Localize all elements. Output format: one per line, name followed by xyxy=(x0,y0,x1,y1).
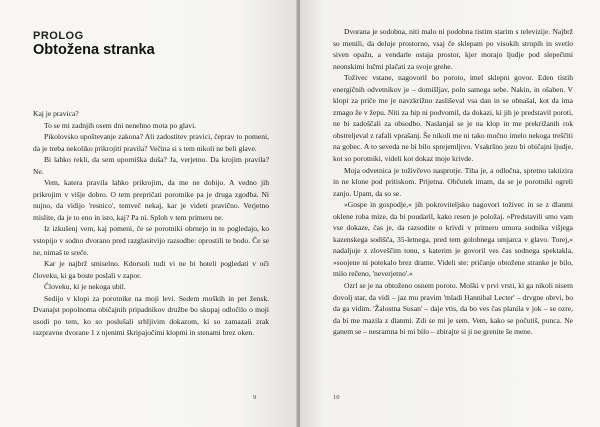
paragraph: Kaj je pravica? xyxy=(33,109,79,118)
paragraph: Sedijo v klopi za porotnike na moji levi. Sedem moških in pet žensk. Dvanajst popolnoma običajnih pripadnikov družbe bo skupaj odločilo o moji usodi po tem, ko so poslušali srhljivim dokazom, ki so zamazali zrak razpravne dvorane 1 z njenimi škripajočimi klopmi in stenami brez oken. xyxy=(33,293,269,338)
paragraph: Iz izkušenj vem, kaj pomeni, če se porotniki obrnejo in te pogledajo, ko vstopijo v sodno dvorano pred razglasitvijo razsodbe: oprostili te bodo. Če se ne, nimaš te sreče. xyxy=(33,224,269,257)
paragraph: Toživec vstane, nagovoril bo poroto, imel sklepni govor. Eden tistih energičnih odvetnikov je – domišljav, poln samega sebe. Nakin, in ošaben. V klopi za priče me je navzkrižno zasliševal vsa dan in se obnašal, kot da ima zmago že v žepu. Niti za hip ni podvomil, da dokazi, ki jih je predstavil poroti, ne bi zadoščali za obsodbo. Naslanjal se je na klop in me prekrižanih rok obstreljeval z rafali vprašanj. Še nikoli me ni tako močno imelo nekoga treščiti na gobec. A to seveda ne bi bilo sprejemljivo. Vsakršno jezo bi običajni ljudje, kot so porotniki, videli kot dokaz moje krivde. xyxy=(333,73,573,164)
paragraph: Kar je najbrž smiselno. Kdorsoli tudi vi ne bi hoteli pogledati v oči človeku, ki ga boste poslali v zapor. xyxy=(33,259,269,280)
page-number: 9 xyxy=(253,394,257,401)
right-body-text xyxy=(333,26,573,338)
paragraph: »Gospe in gospodje,« jih pokroviteljsko nagovori toživec in se z dlanmi oklene roba mize, da bi poudaril, kako resen je položaj. »Predstavili smo vam vse dokaze, čas je, da razsodite o krivdi v primeru umora sodnika višjega kazenskega sodišča, 35-letnega, pred tem golobnega umjarca v glavo. Torej,« nadaljuje z zloveščim tonu, s katerim je govoril ves čas sodnega spektakla, »soojene ni potekalo brez drame. Videli ste: pričanje obtožene stranke je bilo, milo rečeno, 'neverjetno'.« xyxy=(333,200,573,279)
paragraph: Bi lahko rekli, da sem uporniška duša? Ja, verjetno. Da krojim pravila? Ne. xyxy=(33,155,269,176)
left-page xyxy=(0,0,298,427)
paragraph: Človeku, ki je nekoga ubil. xyxy=(44,282,126,292)
paragraph: Dvorana je sodobna, niti malo ni podobna tistim starim s televizije. Najbrž so menili, da deluje prostorno, vsaj če sklepam po visokih stropih in svetlo siven opažu, a vendarle ostaja prostor, kjer morajo ljudje pod slepečimi neonskimi lučmi plačati za svoje grehe. xyxy=(333,27,573,71)
paragraph: Moja odvetnica je toživčevo nasprotje. Tiha je, a odločna, spretno taktizira in ne klone pod pritiskom. Prijetna. Občutek imam, da se je porotniki ogreli zanjo. Upam, da so se. xyxy=(333,165,573,198)
paragraph: Vem, katera pravila lahko prikrojim, da me ne dobijo. A vedno jih prikrojim v višje dobro. O tem prepričati porotnike pa je druga zgodba. Ni nujno, da vidijo 'resnico', temveč nekaj, kar je videti pravično. Verjetno mislite, da je to eno in isto, kaj? Pa ni. Sploh v tem primeru ne. xyxy=(33,178,269,222)
paragraph: Pikolovsko upoštevanje zakona? Ali zadostitev pravici, čeprav to pomeni, da je treba nekoliko prikrojiti pravila? Večina si s tem nikoli ne beli glave. xyxy=(33,132,269,153)
chapter-title: Obtožena stranka xyxy=(33,42,155,58)
page-number: 10 xyxy=(333,394,340,401)
paragraph: Ozrl se je na obtoženo osnem poroto. Moški v prvi vrsti, ki ga nikoli nisem dovolj star, da vidi – jaz mu pravim 'mladi Hannibal Lecter' – drvgne obrvi, bo da ga vidim. 'Žalostna Susan' – daje vtis, da bo ves čas planila v jok – se ozre, da bi me mazila z dlanmi. Zdi se mi je sem. Vem, kako se počutiš, punca. Ne ganem se – nesramna bi mi bilo – zbirajte si ji ne grenite še mene. xyxy=(333,281,573,337)
chapter-label: PROLOG xyxy=(33,30,84,42)
left-body-text xyxy=(33,108,269,339)
paragraph: To se mi zadnjih osem dni nenehno mota po glavi. xyxy=(44,120,197,130)
